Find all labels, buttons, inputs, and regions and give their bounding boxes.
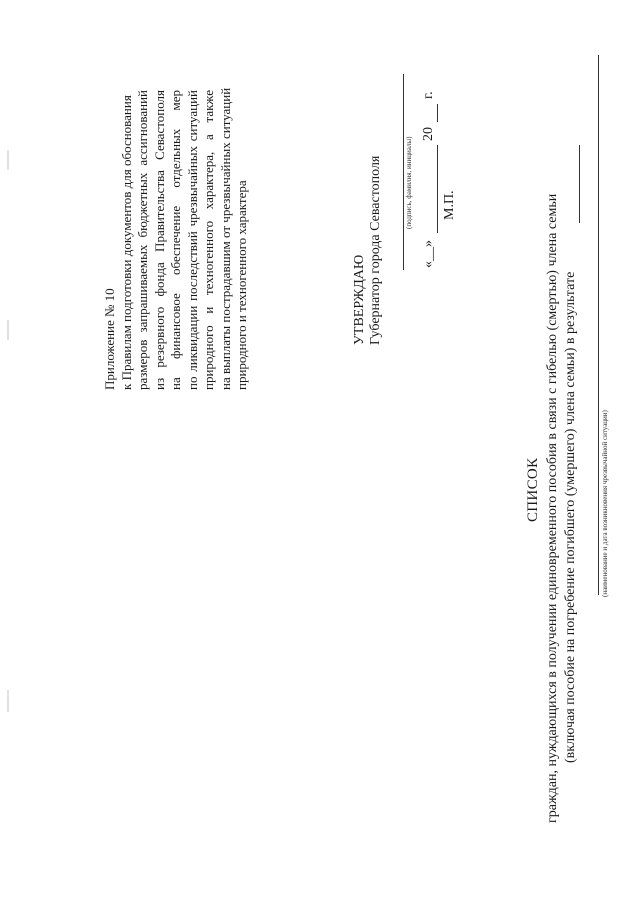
list-line-1: граждан, нуждающихся в получении единовременного пособия в связи с гибелью (смертью) члена семьи — [545, 193, 560, 823]
annex-line: по ликвидации последствий чрезвычайных ситуаций — [184, 90, 200, 390]
annex-line: природного и техногенного характера — [234, 180, 249, 390]
approve-label: УТВЕРЖДАЮ — [352, 254, 367, 345]
date-open: «__» — [421, 240, 436, 268]
annex-line: размеров запрашиваемых бюджетных ассигнований — [135, 90, 150, 390]
annex-line: на финансовое обеспечение отдельных мер — [168, 90, 183, 390]
approver-position: Губернатор города Севастополя — [368, 155, 383, 345]
annex-heading: Приложение № 10 — [102, 288, 117, 390]
list-line-2: (включая пособие на погребение погибшего (умершего) члена семьи) в результате — [563, 271, 578, 763]
annex-line: на выплаты пострадавшим от чрезвычайных ситуаций — [217, 87, 233, 390]
annex-line: природного и техногенного характера, а также — [201, 90, 216, 390]
annex-line: к Правилам подготовки документов для обоснования — [118, 95, 134, 390]
emergency-caption: (наименование и дата возникновения чрезвычайной ситуации) — [601, 410, 609, 597]
annex-line: из резервного фонда Правительства Севастополя — [151, 90, 167, 390]
date-year-prefix: 20 — [421, 127, 436, 141]
list-title: СПИСОК — [525, 457, 541, 522]
date-year-suffix: г. — [421, 91, 436, 99]
signature-caption: (подпись, фамилия, инициалы) — [405, 136, 413, 229]
stamp-label: М.П. — [442, 190, 457, 220]
